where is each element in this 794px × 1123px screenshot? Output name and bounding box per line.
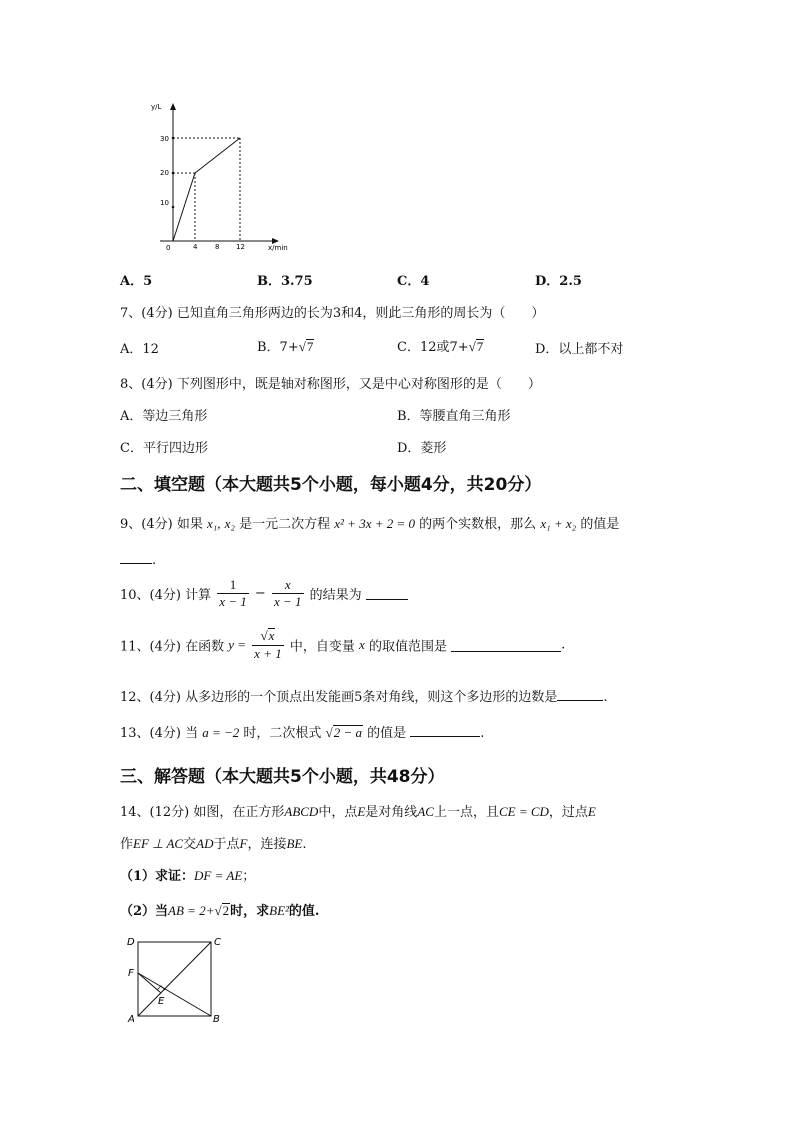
q14-f: F bbox=[239, 836, 248, 851]
q12-answer-blank bbox=[557, 688, 603, 701]
q14-l2a: 作 bbox=[120, 837, 134, 852]
q7-option-c bbox=[397, 336, 484, 355]
q9-equation: x² + 3x + 2 = 0 bbox=[334, 516, 416, 531]
q11-y: y = bbox=[228, 637, 247, 652]
q14-l2e: . bbox=[302, 837, 307, 852]
q9-x1: x₁, bbox=[206, 516, 221, 531]
q11-num: √x bbox=[252, 628, 284, 646]
q6-option-a: A．5 bbox=[120, 274, 153, 289]
q11-suffix: 的取值范围是 bbox=[368, 639, 447, 655]
q14-p1-expr: DF = AE bbox=[194, 868, 243, 883]
q6-option-b: B．3.75 bbox=[257, 274, 313, 289]
q8-stem: 8、(4分) 下列图形中，既是轴对称图形，又是中心对称图形的是（ ） bbox=[120, 377, 541, 392]
q14-part-2 bbox=[120, 900, 319, 919]
q8-option-d: D．菱形 bbox=[397, 441, 447, 456]
q10-den2: x − 1 bbox=[273, 594, 302, 609]
q13-answer-blank bbox=[410, 724, 480, 737]
graph-ytick-20: 20 bbox=[160, 169, 169, 177]
q14-p2-mid: 时，求 bbox=[230, 904, 270, 919]
q14-square-figure bbox=[120, 930, 230, 1030]
q13-mid: 时，二次根式 bbox=[243, 726, 322, 741]
q10-num1: 1 bbox=[217, 577, 249, 594]
q8-option-c: C．平行四边形 bbox=[120, 441, 208, 456]
graph-xtick-4: 4 bbox=[193, 243, 198, 251]
q14-part-1 bbox=[120, 865, 255, 884]
q14-ac: AC bbox=[417, 804, 434, 819]
q8-option-b: B．等腰直角三角形 bbox=[397, 409, 511, 424]
graph-xtick-0: 0 bbox=[166, 244, 171, 252]
q14-e2: E bbox=[587, 804, 596, 819]
q14-be: BE bbox=[286, 836, 303, 851]
q9-answer-blank bbox=[120, 551, 152, 564]
q14-p2-prefix: （2）当 bbox=[120, 904, 169, 919]
graph-y-label: y/L bbox=[151, 103, 162, 111]
q11-fraction bbox=[252, 628, 284, 662]
q10-suffix: 的结果为 bbox=[309, 588, 362, 603]
q14-l2c: 于点 bbox=[213, 837, 240, 852]
q14-p2-radicand: 2 bbox=[222, 903, 230, 918]
q9-line bbox=[120, 513, 619, 532]
fig-label-a: A bbox=[128, 1014, 135, 1025]
q9-mid: 是一元二次方程 bbox=[239, 517, 331, 532]
q7-option-a: A．12 bbox=[120, 342, 159, 357]
q14-line-2 bbox=[120, 833, 306, 852]
q6-option-c: C．4 bbox=[397, 274, 430, 289]
q13-cond: a = −2 bbox=[202, 725, 240, 740]
graph-ytick-10: 10 bbox=[160, 199, 169, 207]
q14-p1-end: ； bbox=[242, 869, 256, 884]
q9-end: . bbox=[152, 553, 157, 568]
fig-label-d: D bbox=[127, 937, 135, 948]
q14-e: E bbox=[357, 804, 366, 819]
q7-option-b-prefix: B．7+ bbox=[257, 340, 299, 355]
q7-option-b-radicand: 7 bbox=[306, 339, 314, 354]
q7-option-c-radical: √7 bbox=[468, 339, 484, 354]
q13-prefix: 13、(4分) 当 bbox=[120, 726, 199, 741]
q14-l1c: 是对角线 bbox=[365, 805, 418, 820]
fig-label-f: F bbox=[128, 968, 134, 979]
q12-text: 12、(4分) 从多边形的一个顶点出发能画5条对角线，则这个多边形的边数是 bbox=[120, 690, 558, 705]
q14-ad: AD bbox=[196, 836, 214, 851]
q12-line bbox=[120, 686, 608, 705]
q13-line bbox=[120, 722, 484, 741]
q9-x2: x₂ bbox=[224, 516, 235, 531]
q14-l1b: 中，点 bbox=[318, 805, 358, 820]
q9-mid2: 的两个实数根，那么 bbox=[419, 517, 537, 532]
q10-minus: − bbox=[254, 586, 266, 601]
q11-den: x + 1 bbox=[254, 646, 282, 661]
q10-fraction-1 bbox=[217, 577, 249, 610]
q14-line-1 bbox=[120, 801, 596, 820]
q8-option-a: A．等边三角形 bbox=[120, 409, 208, 424]
q9-suffix: 的值是 bbox=[580, 517, 620, 532]
section-2-heading: 二、填空题（本大题共5个小题，每小题4分，共20分） bbox=[120, 475, 542, 495]
q9-answer-line bbox=[120, 551, 156, 568]
q14-p2-be: BE² bbox=[269, 903, 289, 918]
q7-option-d: D．以上都不对 bbox=[535, 342, 624, 357]
q11-end: . bbox=[561, 637, 566, 653]
q11-var: x bbox=[359, 637, 365, 652]
graph-xtick-8: 8 bbox=[215, 243, 220, 251]
q11-radicand: x bbox=[268, 628, 275, 643]
q6-graph bbox=[140, 95, 305, 257]
q7-option-c-radicand: 7 bbox=[476, 339, 484, 354]
graph-xtick-12: 12 bbox=[236, 243, 245, 251]
q10-fraction-2 bbox=[272, 577, 304, 610]
q14-p2-ab: AB = 2+ bbox=[168, 903, 215, 918]
q14-l1e: ，过点 bbox=[548, 805, 588, 820]
graph-ytick-30: 30 bbox=[160, 135, 169, 143]
q11-answer-blank bbox=[451, 639, 561, 652]
q11-mid: 中，自变量 bbox=[289, 639, 355, 655]
q10-line bbox=[120, 577, 408, 610]
q14-p2-end: 的值. bbox=[288, 904, 320, 919]
q14-l2d: ，连接 bbox=[247, 837, 287, 852]
q14-abcd: ABCD bbox=[284, 804, 319, 819]
q7-option-c-prefix: C．12或7+ bbox=[397, 340, 469, 355]
q13-end: . bbox=[480, 726, 485, 741]
graph-x-label: x/min bbox=[268, 244, 288, 252]
q13-radicand: 2 − a bbox=[333, 725, 362, 740]
q14-efac: EF ⊥ AC bbox=[133, 836, 184, 851]
q7-option-b bbox=[257, 336, 314, 355]
q14-cecd: CE = CD bbox=[498, 804, 549, 819]
q7-option-b-radical: √7 bbox=[298, 339, 314, 354]
q10-answer-blank bbox=[366, 587, 408, 600]
q9-expr: x₁ + x₂ bbox=[540, 516, 577, 531]
section-3-heading: 三、解答题（本大题共5个小题，共48分） bbox=[120, 767, 445, 787]
q13-radical: √2 − a bbox=[325, 725, 362, 740]
q14-l2b: 交 bbox=[183, 837, 197, 852]
q10-num2: x bbox=[272, 577, 304, 594]
q14-p2-radical: √2 bbox=[214, 903, 230, 918]
q13-suffix: 的值是 bbox=[367, 726, 407, 741]
fig-label-c: C bbox=[214, 937, 221, 948]
q14-p1-prefix: （1）求证： bbox=[120, 869, 195, 884]
q11-line bbox=[120, 628, 565, 662]
q11-prefix: 11、(4分) 在函数 bbox=[120, 639, 225, 655]
fig-label-b: B bbox=[213, 1014, 220, 1025]
q6-option-d: D．2.5 bbox=[535, 274, 582, 289]
q12-end: . bbox=[603, 690, 608, 705]
q9-prefix: 9、(4分) 如果 bbox=[120, 517, 203, 532]
q14-l1a: 14、(12分) 如图，在正方形 bbox=[120, 805, 285, 820]
q10-den1: x − 1 bbox=[219, 594, 247, 609]
q7-stem: 7、(4分) 已知直角三角形两边的长为3和4，则此三角形的周长为（ ） bbox=[120, 306, 545, 321]
fig-label-e: E bbox=[158, 996, 165, 1007]
q14-l1d: 上一点，且 bbox=[433, 805, 499, 820]
q10-prefix: 10、(4分) 计算 bbox=[120, 588, 212, 603]
